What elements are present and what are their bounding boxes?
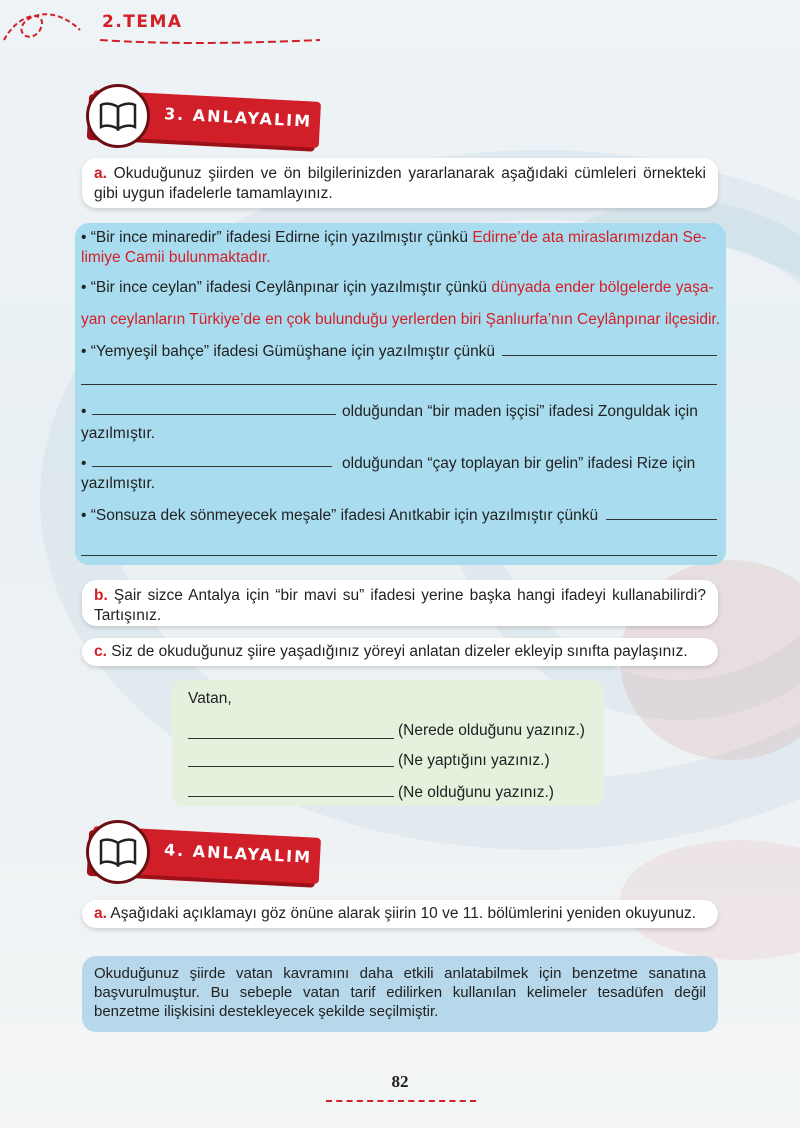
- tema-title: 2.TEMA: [102, 12, 183, 32]
- item-text: • “Bir ince minaredir” ifadesi Edirne için yazılmıştır çünkü: [81, 229, 473, 246]
- item-rize: olduğundan “çay toplayan bir gelin” ifadesi Rize için: [342, 455, 696, 472]
- item-edirne: [81, 228, 721, 248]
- item-gumushane: • “Yemyeşil bahçe” ifadesi Gümüşhane için yazılmıştır çünkü: [81, 343, 496, 360]
- answer-line[interactable]: [81, 555, 717, 556]
- item-zonguldak: olduğundan “bir maden işçisi” ifadesi Zonguldak için: [342, 403, 698, 420]
- sample-answer: limiye Camii bulunmaktadır.: [81, 249, 271, 266]
- answer-line[interactable]: [92, 466, 332, 467]
- item-text: yazılmıştır.: [81, 425, 156, 442]
- answer-line[interactable]: [188, 738, 394, 739]
- item-text: yazılmıştır.: [81, 475, 156, 492]
- item-bullet: •: [81, 403, 87, 420]
- info-box: Okuduğunuz şiirde vatan kavramını daha etkili anlatabilmek için benzetme sanatına başvurulmuştur. Bu sebeple vatan tarif edilirken kullanılan kelimeler tesadüfen değil benzetme ilişkisini destekleyecek şekilde seçilmiştir.: [82, 956, 718, 1032]
- instruction-text: Siz de okuduğunuz şiire yaşadığınız yöreyi anlatan dizeler ekleyip sınıfta paylaşınız.: [111, 643, 688, 660]
- instruction-b: [82, 580, 718, 626]
- vatan-hint: (Ne olduğunu yazınız.): [398, 784, 554, 801]
- vatan-hint: (Ne yaptığını yazınız.): [398, 752, 550, 769]
- section-title: 4. ANLAYALIM: [163, 840, 313, 867]
- instruction-a: [82, 900, 718, 928]
- section-banner-3: [84, 84, 324, 154]
- instruction-text: Aşağıdaki açıklamayı göz önüne alarak şiirin 10 ve 11. bölümlerini yeniden okuyunuz.: [110, 905, 696, 922]
- vatan-title: Vatan,: [188, 690, 232, 707]
- answer-line[interactable]: [188, 766, 394, 767]
- answer-line[interactable]: [188, 796, 394, 797]
- page-number: 82: [391, 1072, 409, 1091]
- instruction-text: Şair sizce Antalya için “bir mavi su” ifadesi yerine başka hangi ifadeyi kullanabilirdi? Tartışınız.: [94, 587, 706, 624]
- book-icon: [86, 84, 150, 148]
- section-title: 3. ANLAYALIM: [163, 104, 313, 131]
- vatan-hint: (Nerede olduğunu yazınız.): [398, 722, 585, 739]
- item-anitkabir: • “Sonsuza dek sönmeyecek meşale” ifadesi Anıtkabir için yazılmıştır çünkü: [81, 507, 599, 524]
- item-bullet: •: [81, 455, 87, 472]
- sample-answer: yan ceylanların Türkiye’de en çok bulunduğu yerlerden biri Şanlıurfa’nın Ceylânpınar ilçesidir.: [81, 311, 721, 328]
- answer-line[interactable]: [606, 519, 717, 520]
- answer-line[interactable]: [502, 355, 717, 356]
- item-label: c.: [94, 643, 107, 660]
- instruction-a: [82, 158, 718, 208]
- answer-line[interactable]: [81, 384, 717, 385]
- instruction-c: [82, 638, 718, 666]
- item-label: a.: [94, 905, 107, 922]
- answer-line[interactable]: [92, 414, 336, 415]
- item-label: a.: [94, 165, 107, 182]
- tema-header: [0, 0, 330, 60]
- item-label: b.: [94, 587, 108, 604]
- item-text: • “Bir ince ceylan” ifadesi Ceylânpınar için yazılmıştır çünkü: [81, 279, 492, 296]
- footer-divider: [326, 1100, 476, 1102]
- sample-answer: dünyada ender bölgelerde yaşa-: [491, 279, 714, 296]
- sample-answer: Edirne’de ata miraslarımızdan Se-: [472, 229, 707, 246]
- instruction-text: Okuduğunuz şiirden ve ön bilgilerinizden yararlanarak aşağıdaki cümleleri örnekteki gibi uygun ifadelerle tamamlayınız.: [94, 165, 706, 202]
- section-banner-4: [84, 820, 324, 890]
- book-icon: [86, 820, 150, 884]
- item-ceylanpinar: [81, 278, 721, 298]
